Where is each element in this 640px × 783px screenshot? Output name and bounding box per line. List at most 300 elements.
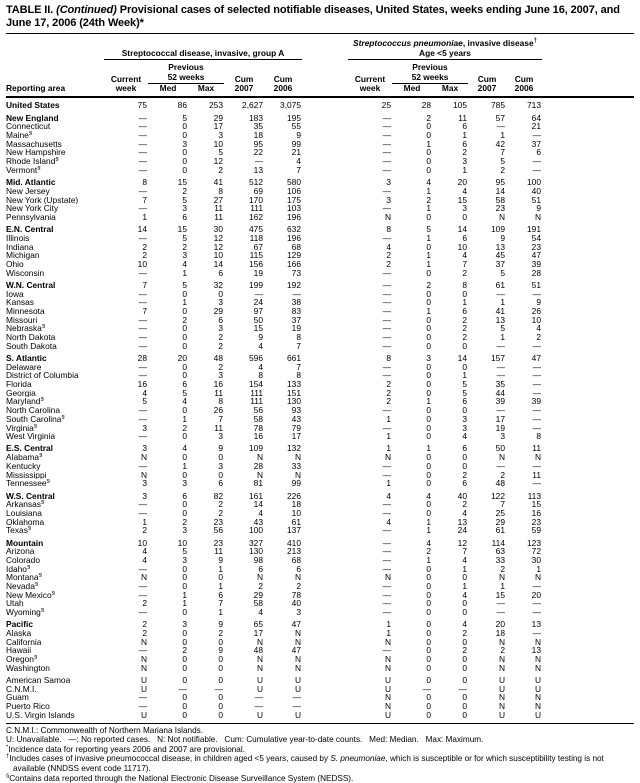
- cell-groupA-current-week: 3: [142, 478, 147, 489]
- cell-groupA-current-week: U: [140, 675, 147, 686]
- cell-groupA-med: 2: [182, 422, 187, 433]
- cell-groupA-med: 0: [182, 305, 187, 316]
- cell-groupA-current-week: 3: [142, 490, 147, 501]
- row-trailing-space: [542, 260, 634, 269]
- cell-groupA-cum-2007: N: [256, 636, 263, 647]
- row-trailing-space: [542, 479, 634, 488]
- cell-groupA-current-week: —: [138, 323, 147, 334]
- row-trailing-space: [542, 432, 634, 441]
- cell-groupB-current-week: —: [382, 112, 391, 123]
- cell-groupA-max: 8: [218, 396, 223, 407]
- cell-groupA-current-week: 4: [142, 554, 147, 565]
- cell-groupA-cum-2006: —: [292, 701, 301, 712]
- cell-groupA-med: 2: [182, 241, 187, 252]
- cell-groupA-cum-2006: U: [294, 683, 301, 694]
- cell-groupA-med: 2: [182, 314, 187, 325]
- cell-groupA-max: 2: [218, 332, 223, 343]
- cell-groupB-max: 0: [462, 654, 467, 665]
- cell-groupA-med: 15: [177, 177, 187, 188]
- cell-groupB-max: 14: [457, 224, 467, 235]
- table-row: [6, 526, 634, 535]
- cell-groupA-med: 0: [182, 701, 187, 712]
- cell-groupB-cum-2007: —: [496, 405, 505, 416]
- cell-groupA-med: 0: [182, 361, 187, 372]
- cell-groupB-med: 0: [426, 709, 431, 720]
- cell-groupB-cum-2007: —: [496, 460, 505, 471]
- cell-groupB-med: 4: [426, 490, 431, 501]
- cell-groupB-max: 4: [462, 250, 467, 261]
- cell-groupA-max: 10: [213, 250, 223, 261]
- column-gap: [302, 225, 348, 234]
- cell-groupB-cum-2007: 33: [495, 554, 505, 565]
- cell-groupA-cum-2007: 18: [253, 130, 263, 141]
- cell-groupB-max: 2: [462, 314, 467, 325]
- cell-groupB-cum-2006: 4: [536, 323, 541, 334]
- cell-groupB-current-week: 4: [386, 241, 391, 252]
- row-trailing-space: [542, 620, 634, 629]
- cell-groupA-current-week: U: [140, 683, 147, 694]
- reporting-area-label: Nevada§: [6, 582, 39, 591]
- table-section: [6, 225, 634, 277]
- reporting-area-label: Oklahoma: [6, 517, 45, 527]
- cell-groupB-max: 4: [462, 554, 467, 565]
- cell-groupA-med: 2: [182, 516, 187, 527]
- row-trailing-space: [542, 685, 634, 694]
- bottom-rule: [6, 723, 634, 724]
- cell-groupA-max: 6: [218, 267, 223, 278]
- reporting-area-label: Mountain: [6, 538, 44, 548]
- reporting-area-label: Alabama§: [6, 453, 43, 462]
- cell-groupA-cum-2007: U: [256, 709, 263, 720]
- cell-groupA-current-week: —: [138, 413, 147, 424]
- cell-groupB-cum-2007: 19: [495, 422, 505, 433]
- cell-groupB-med: 1: [426, 305, 431, 316]
- group-b-header-line2: Age <5 years: [419, 47, 471, 58]
- cell-groupB-med: 0: [426, 478, 431, 489]
- cell-groupB-max: 2: [462, 628, 467, 639]
- cell-groupB-cum-2006: 47: [531, 250, 541, 261]
- row-trailing-space: [542, 316, 634, 325]
- cell-groupB-med: 28: [421, 100, 431, 111]
- cell-groupB-current-week: —: [382, 203, 391, 214]
- cell-groupB-med: 0: [426, 314, 431, 325]
- cell-groupB-current-week: N: [384, 572, 391, 583]
- group-b-header-line1: Streptococcus pneumoniae, invasive disease†: [353, 38, 537, 48]
- cell-groupA-current-week: —: [138, 361, 147, 372]
- cell-groupA-cum-2007: N: [256, 469, 263, 480]
- cell-groupB-cum-2007: 5: [500, 156, 505, 167]
- reporting-area-label: Texas§: [6, 526, 32, 536]
- cell-groupB-cum-2007: 20: [495, 619, 505, 630]
- cell-groupA-max: 11: [214, 387, 223, 398]
- reporting-area-label: Minnesota: [6, 306, 45, 316]
- cell-groupB-cum-2006: 11: [532, 469, 541, 480]
- cell-groupB-med: 1: [426, 396, 431, 407]
- cell-groupA-max: 9: [218, 443, 223, 454]
- cell-groupA-cum-2007: 161: [249, 490, 263, 501]
- column-gap: [302, 479, 348, 488]
- column-gap: [302, 101, 348, 110]
- row-trailing-space: [542, 324, 634, 333]
- cell-groupB-cum-2007: 61: [495, 525, 505, 536]
- cell-groupB-med: 4: [426, 177, 431, 188]
- table-section: [6, 539, 634, 617]
- cell-groupA-cum-2007: 100: [249, 525, 263, 536]
- cell-groupB-med: 1: [426, 138, 431, 149]
- cell-groupB-med: 0: [426, 422, 431, 433]
- cell-groupB-cum-2006: 40: [531, 185, 541, 196]
- cell-groupB-cum-2006: —: [532, 340, 541, 351]
- cell-groupA-max: 0: [218, 675, 223, 686]
- cell-groupA-med: 2: [182, 185, 187, 196]
- cell-groupA-max: 29: [213, 112, 223, 123]
- table-section: [6, 444, 634, 488]
- cell-groupA-current-week: 14: [137, 224, 147, 235]
- cell-groupB-cum-2007: U: [498, 709, 505, 720]
- cell-groupB-current-week: 8: [386, 224, 391, 235]
- cell-groupB-max: 4: [462, 507, 467, 518]
- cell-groupB-current-week: —: [382, 370, 391, 381]
- cell-groupA-current-week: 7: [142, 279, 147, 290]
- cell-groupB-med: 0: [426, 675, 431, 686]
- row-trailing-space: [542, 526, 634, 535]
- cell-groupB-current-week: —: [382, 340, 391, 351]
- cell-groupB-cum-2007: 114: [491, 537, 505, 548]
- cell-groupB-med: 2: [426, 112, 431, 123]
- cell-groupB-cum-2006: —: [532, 164, 541, 175]
- cell-groupB-max: 2: [462, 332, 467, 343]
- cell-groupA-cum-2007: 58: [253, 598, 263, 609]
- cell-groupA-cum-2007: 81: [253, 478, 263, 489]
- cell-groupA-max: 9: [218, 554, 223, 565]
- cell-groupA-cum-2006: 196: [287, 232, 301, 243]
- cell-groupB-max: 40: [457, 490, 467, 501]
- cell-groupB-current-week: N: [384, 701, 391, 712]
- column-gap: [302, 298, 348, 307]
- cell-groupB-current-week: 2: [386, 379, 391, 390]
- cell-groupA-cum-2006: 2: [296, 581, 301, 592]
- column-gap: [302, 140, 348, 149]
- cell-groupA-max: 30: [213, 224, 223, 235]
- cell-groupB-current-week: 2: [386, 258, 391, 269]
- reporting-area-label: U.S. Virgin Islands: [6, 710, 75, 720]
- cell-groupA-cum-2007: 118: [249, 232, 263, 243]
- cell-groupB-med: 0: [426, 431, 431, 442]
- cell-groupA-current-week: —: [138, 701, 147, 712]
- cell-groupA-cum-2007: 4: [258, 607, 263, 618]
- cell-groupB-cum-2006: 13: [531, 645, 541, 656]
- cell-groupB-med: 1: [426, 525, 431, 536]
- cell-groupA-med: 1: [182, 598, 187, 609]
- cell-groupB-cum-2006: 9: [536, 297, 541, 308]
- cell-groupA-current-week: U: [140, 709, 147, 720]
- cell-groupA-med: 0: [182, 405, 187, 416]
- col-header-cum07-a: Cum: [234, 73, 254, 84]
- table-row: [6, 342, 634, 351]
- cell-groupB-cum-2006: —: [532, 379, 541, 390]
- cell-groupB-med: 0: [426, 589, 431, 600]
- cell-groupA-cum-2006: 7: [296, 361, 301, 372]
- cell-groupA-current-week: 8: [142, 177, 147, 188]
- cell-groupA-med: 0: [182, 572, 187, 583]
- table-row: [6, 479, 634, 488]
- cell-groupA-med: 1: [182, 589, 187, 600]
- reporting-area-label: Connecticut: [6, 122, 51, 132]
- reporting-area-label: Oregon§: [6, 655, 38, 664]
- cell-groupA-max: 1: [218, 607, 223, 618]
- cell-groupA-max: 9: [218, 645, 223, 656]
- cell-groupA-max: 3: [218, 130, 223, 141]
- cell-groupB-cum-2006: —: [532, 361, 541, 372]
- footnotes: [6, 726, 634, 783]
- cell-groupB-cum-2007: 2: [500, 563, 505, 574]
- cell-groupA-current-week: —: [138, 147, 147, 158]
- cell-groupB-cum-2006: 26: [531, 305, 541, 316]
- cell-groupB-med: 0: [426, 370, 431, 381]
- column-gap: [302, 509, 348, 518]
- reporting-area-label: Iowa: [6, 289, 24, 299]
- cell-groupA-med: 0: [182, 709, 187, 720]
- table-header: [6, 34, 634, 98]
- cell-groupB-cum-2006: —: [532, 607, 541, 618]
- cell-groupA-cum-2007: 475: [249, 224, 263, 235]
- cell-groupB-med: 0: [426, 607, 431, 618]
- cell-groupA-med: 0: [182, 323, 187, 334]
- cell-groupA-cum-2007: 199: [249, 279, 263, 290]
- cell-groupA-cum-2007: 111: [250, 396, 263, 407]
- column-gap: [302, 556, 348, 565]
- cell-groupA-current-week: —: [138, 460, 147, 471]
- cell-groupA-cum-2006: 93: [291, 405, 301, 416]
- cell-groupA-current-week: —: [138, 297, 147, 308]
- cell-groupA-cum-2006: 10: [291, 507, 301, 518]
- cell-groupA-med: 6: [182, 211, 187, 222]
- cell-groupB-cum-2007: 122: [491, 490, 505, 501]
- cell-groupA-current-week: —: [138, 370, 147, 381]
- cell-groupA-med: 1: [182, 267, 187, 278]
- cell-groupB-current-week: 3: [386, 194, 391, 205]
- cell-groupB-current-week: 8: [386, 352, 391, 363]
- table-title-prefix: TABLE II.: [6, 4, 57, 16]
- cell-groupA-med: 3: [182, 525, 187, 536]
- row-trailing-space: [542, 101, 634, 110]
- cell-groupB-cum-2007: N: [498, 662, 505, 673]
- cell-groupA-cum-2006: N: [294, 452, 301, 463]
- cell-groupB-current-week: —: [382, 130, 391, 141]
- row-trailing-space: [542, 518, 634, 527]
- cell-groupB-max: 5: [462, 379, 467, 390]
- cell-groupB-current-week: —: [382, 332, 391, 343]
- column-gap: [302, 693, 348, 702]
- column-gap: [302, 234, 348, 243]
- cell-groupA-cum-2006: 61: [291, 516, 301, 527]
- row-trailing-space: [542, 281, 634, 290]
- cell-groupA-current-week: 2: [142, 241, 147, 252]
- column-gap: [302, 638, 348, 647]
- col-header-reporting-area: Reporting area: [6, 83, 66, 94]
- cell-groupB-cum-2007: 41: [495, 305, 505, 316]
- cell-groupB-max: 20: [457, 177, 467, 188]
- cell-groupB-med: 0: [426, 361, 431, 372]
- cell-groupB-max: 14: [457, 352, 467, 363]
- cell-groupB-max: 0: [462, 405, 467, 416]
- cell-groupB-current-week: 25: [381, 100, 391, 111]
- cell-groupB-cum-2006: 54: [531, 232, 541, 243]
- cell-groupA-med: 0: [182, 130, 187, 141]
- cell-groupA-cum-2006: 19: [291, 323, 301, 334]
- cell-groupA-current-week: N: [140, 572, 147, 583]
- cell-groupB-current-week: —: [382, 267, 391, 278]
- table-section: [6, 101, 634, 110]
- cell-groupA-max: 7: [218, 413, 223, 424]
- cell-groupB-current-week: N: [384, 211, 391, 222]
- cell-groupA-med: 5: [182, 546, 187, 557]
- cell-groupB-max: 105: [453, 100, 467, 111]
- column-gap: [302, 397, 348, 406]
- cell-groupA-med: 0: [182, 563, 187, 574]
- col-subheader-2006-a: 2006: [273, 83, 293, 94]
- cell-groupB-current-week: 2: [386, 396, 391, 407]
- cell-groupA-max: 6: [218, 589, 223, 600]
- cell-groupA-cum-2006: 83: [291, 305, 301, 316]
- reporting-area-label: E.S. Central: [6, 444, 54, 454]
- column-gap: [302, 157, 348, 166]
- cell-groupA-cum-2006: 43: [291, 413, 301, 424]
- cell-groupA-current-week: 10: [137, 258, 147, 269]
- reporting-area-label: Wisconsin: [6, 268, 45, 278]
- cell-groupA-cum-2006: 6: [296, 563, 301, 574]
- cell-groupA-cum-2007: 50: [253, 314, 263, 325]
- cell-groupB-med: 2: [426, 279, 431, 290]
- cell-groupA-max: 23: [213, 516, 223, 527]
- cell-groupB-max: 4: [462, 589, 467, 600]
- cell-groupB-max: 0: [462, 675, 467, 686]
- cell-groupB-cum-2007: —: [496, 340, 505, 351]
- cell-groupA-cum-2007: 154: [249, 379, 263, 390]
- reporting-area-label: Ohio: [6, 259, 24, 269]
- reporting-area-label: Arkansas§: [6, 500, 45, 509]
- cell-groupA-current-week: —: [138, 507, 147, 518]
- cell-groupB-med: 0: [426, 130, 431, 141]
- cell-groupB-cum-2006: 64: [531, 112, 541, 123]
- cell-groupA-cum-2006: N: [294, 469, 301, 480]
- row-trailing-space: [542, 453, 634, 462]
- cell-groupA-cum-2006: 226: [287, 490, 301, 501]
- cell-groupB-cum-2007: 9: [500, 232, 505, 243]
- cell-groupB-med: 0: [426, 156, 431, 167]
- cell-groupB-cum-2006: 23: [531, 516, 541, 527]
- cell-groupA-cum-2006: 79: [291, 422, 301, 433]
- cell-groupB-cum-2007: 109: [491, 224, 505, 235]
- row-trailing-space: [542, 166, 634, 175]
- cell-groupB-cum-2007: —: [496, 288, 505, 299]
- cell-groupA-cum-2007: 24: [253, 297, 263, 308]
- cell-groupB-cum-2007: 2: [500, 164, 505, 175]
- cell-groupA-cum-2007: 43: [253, 516, 263, 527]
- cell-groupB-cum-2007: 37: [495, 258, 505, 269]
- cell-groupB-cum-2006: —: [532, 405, 541, 416]
- cell-groupB-cum-2006: 9: [536, 203, 541, 214]
- cell-groupA-current-week: —: [138, 185, 147, 196]
- col-header-prev52-b: Previous 52 weeks: [392, 63, 468, 84]
- cell-groupA-max: 10: [213, 138, 223, 149]
- reporting-area-label: New Hampshire: [6, 148, 66, 158]
- cell-groupA-cum-2007: 29: [253, 589, 263, 600]
- cell-groupA-current-week: N: [140, 662, 147, 673]
- table-row: [6, 101, 634, 110]
- cell-groupA-med: 4: [182, 396, 187, 407]
- cell-groupA-cum-2007: 156: [249, 258, 263, 269]
- reporting-area-label: S. Atlantic: [6, 353, 47, 363]
- cell-groupA-current-week: —: [138, 156, 147, 167]
- cell-groupA-cum-2007: 111: [250, 203, 263, 214]
- cell-groupB-med: 4: [426, 537, 431, 548]
- cell-groupB-cum-2006: N: [534, 692, 541, 703]
- column-gap: [302, 251, 348, 260]
- column-gap: [302, 213, 348, 222]
- cell-groupA-max: 0: [218, 636, 223, 647]
- cell-groupA-current-week: N: [140, 636, 147, 647]
- cell-groupA-cum-2006: 68: [291, 554, 301, 565]
- row-trailing-space: [542, 565, 634, 574]
- cell-groupB-max: 6: [462, 478, 467, 489]
- column-gap: [302, 646, 348, 655]
- cell-groupA-max: 8: [218, 185, 223, 196]
- cell-groupA-cum-2006: 47: [291, 645, 301, 656]
- cell-groupB-max: 6: [462, 305, 467, 316]
- col-subheader-2007-a: 2007: [234, 83, 254, 94]
- group-b-header: [348, 39, 542, 60]
- cell-groupA-med: 4: [182, 258, 187, 269]
- cell-groupB-cum-2006: 113: [527, 490, 541, 501]
- cell-groupA-med: 0: [182, 340, 187, 351]
- cell-groupB-current-week: —: [382, 314, 391, 325]
- cell-groupB-max: 8: [462, 279, 467, 290]
- cell-groupA-cum-2006: 9: [296, 130, 301, 141]
- row-trailing-space: [542, 664, 634, 673]
- cell-groupA-cum-2007: 183: [249, 112, 263, 123]
- cell-groupA-max: 2: [218, 628, 223, 639]
- cell-groupA-med: 0: [182, 288, 187, 299]
- reporting-area-label: Kansas: [6, 298, 34, 307]
- column-gap: [302, 363, 348, 372]
- cell-groupB-cum-2007: N: [498, 654, 505, 665]
- cell-groupA-current-week: 7: [142, 194, 147, 205]
- cell-groupB-current-week: —: [382, 499, 391, 510]
- reporting-area-label: Guam: [6, 693, 29, 703]
- cell-groupA-current-week: N: [140, 654, 147, 665]
- reporting-area-label: E.N. Central: [6, 225, 54, 234]
- column-gap: [302, 702, 348, 711]
- cell-groupB-cum-2006: 51: [531, 194, 541, 205]
- cell-groupB-med: 0: [426, 332, 431, 343]
- cell-groupB-cum-2007: 39: [495, 396, 505, 407]
- reporting-area-label: Puerto Rico: [6, 702, 50, 711]
- col-subheader-week-b: week: [359, 83, 381, 94]
- col-subheader-2006-b: 2006: [514, 83, 534, 94]
- cell-groupB-max: 2: [462, 323, 467, 334]
- row-trailing-space: [542, 655, 634, 664]
- cell-groupB-current-week: —: [382, 156, 391, 167]
- row-trailing-space: [542, 406, 634, 415]
- cell-groupB-cum-2006: —: [532, 478, 541, 489]
- column-gap: [302, 131, 348, 140]
- cell-groupB-cum-2006: 6: [536, 147, 541, 158]
- cell-groupB-cum-2006: —: [532, 288, 541, 299]
- reporting-area-label: W.S. Central: [6, 491, 55, 501]
- cell-groupA-cum-2007: N: [256, 572, 263, 583]
- cell-groupB-cum-2006: —: [532, 130, 541, 141]
